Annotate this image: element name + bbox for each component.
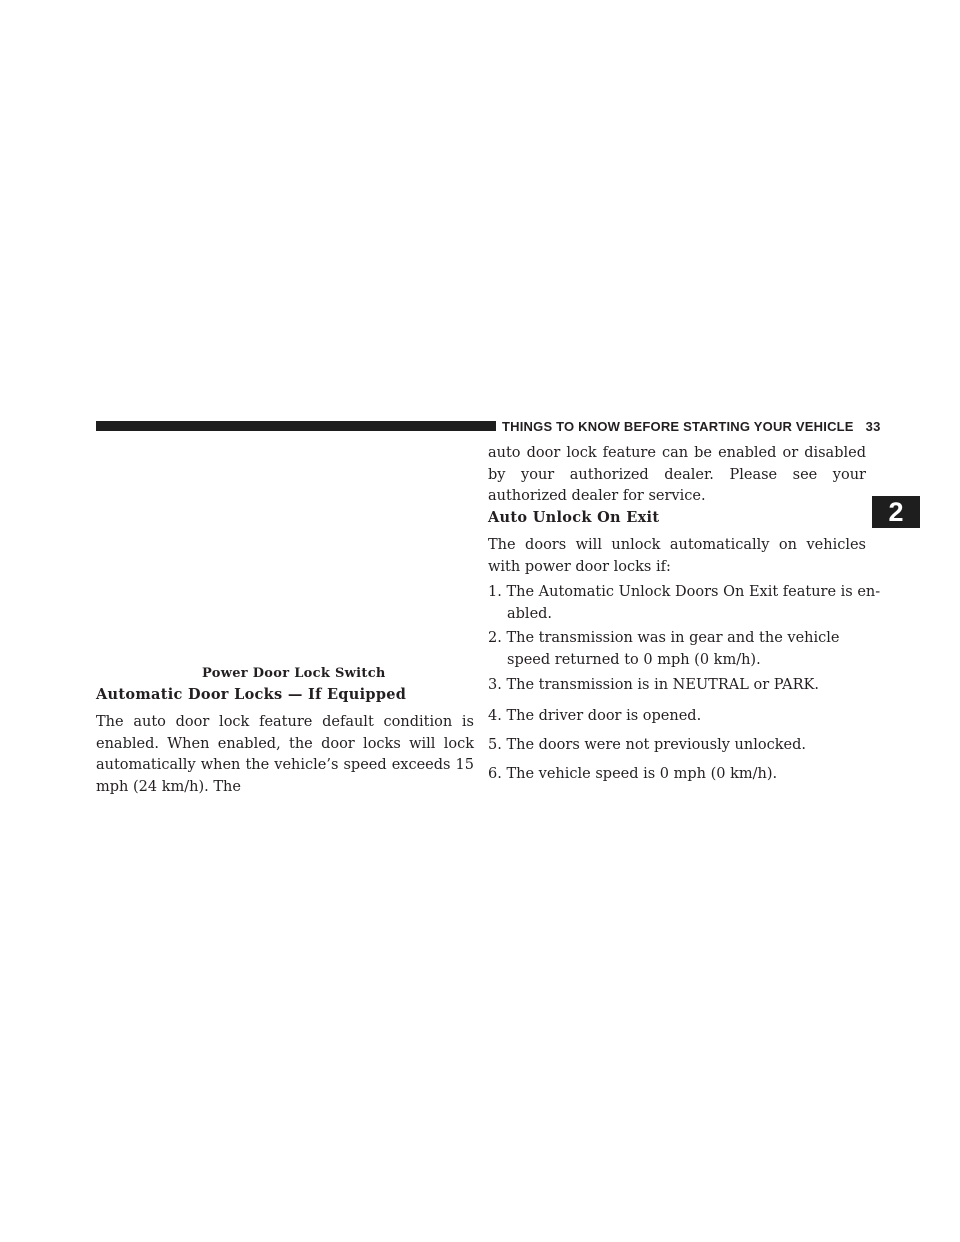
- page-number: 33: [865, 418, 881, 434]
- chapter-tab: 2: [872, 496, 920, 528]
- section-title: THINGS TO KNOW BEFORE STARTING YOUR VEHICLE: [502, 418, 854, 434]
- list-item: 5. The doors were not previously unlocked.: [488, 737, 806, 753]
- section-heading-auto-unlock: Auto Unlock On Exit: [488, 509, 660, 526]
- body-paragraph-continuation: auto door lock feature can be enabled or disabled by your authorized dealer. Please see your authorized dealer for service.: [488, 445, 866, 504]
- list-item: 2. The transmission was in gear and the vehicle speed returned to 0 mph (0 km/h).: [488, 630, 840, 668]
- body-paragraph-unlock-intro: The doors will unlock automatically on vehicles with power door locks if:: [488, 537, 866, 575]
- list-item: 4. The driver door is opened.: [488, 708, 702, 724]
- figure-caption: Power Door Lock Switch: [202, 666, 386, 681]
- list-item: 3. The transmission is in NEUTRAL or PARK.: [488, 677, 820, 693]
- body-paragraph-auto-lock: The auto door lock feature default condition is enabled. When enabled, the door locks will lock automatically when the vehicle’s speed exceeds 15 mph (24 km/h). The: [96, 714, 474, 795]
- list-item: 1. The Automatic Unlock Doors On Exit feature is en-abled.: [488, 584, 881, 622]
- list-item: 6. The vehicle speed is 0 mph (0 km/h).: [488, 766, 778, 782]
- running-header: [496, 411, 890, 441]
- section-heading-automatic-door-locks: Automatic Door Locks — If Equipped: [96, 686, 407, 703]
